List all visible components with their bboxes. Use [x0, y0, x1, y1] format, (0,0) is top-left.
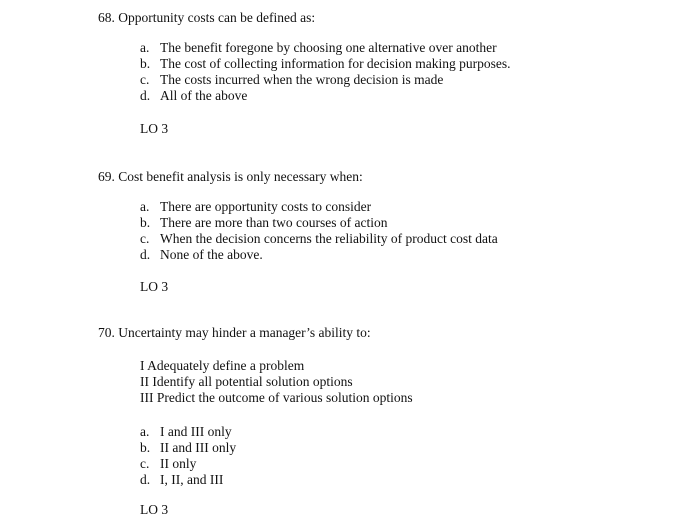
question-68-learning-objective: LO 3	[140, 121, 169, 136]
option-text: I and III only	[160, 424, 232, 439]
question-70-option-c	[140, 456, 196, 472]
option-letter: d.	[140, 472, 151, 487]
option-text: There are more than two courses of action	[160, 215, 388, 230]
option-letter: c.	[140, 72, 150, 87]
option-text: All of the above	[160, 88, 248, 103]
option-letter: d.	[140, 88, 151, 103]
option-letter: b.	[140, 440, 151, 455]
option-text: The costs incurred when the wrong decision is made	[160, 72, 444, 87]
option-letter: c.	[140, 231, 150, 246]
question-70-statement-3: III Predict the outcome of various solution options	[140, 390, 413, 405]
option-text: When the decision concerns the reliability of product cost data	[160, 231, 498, 246]
question-69-option-b	[140, 215, 388, 231]
question-69-option-c	[140, 231, 498, 247]
question-70-stem: 70. Uncertainty may hinder a manager’s ability to:	[98, 325, 371, 340]
option-letter: a.	[140, 199, 150, 214]
option-text: The cost of collecting information for decision making purposes.	[160, 56, 511, 71]
option-text: None of the above.	[160, 247, 263, 262]
option-letter: d.	[140, 247, 151, 262]
option-letter: b.	[140, 215, 151, 230]
option-letter: b.	[140, 56, 151, 71]
question-70-option-b	[140, 440, 236, 456]
question-68-option-d	[140, 88, 247, 104]
option-text: II and III only	[160, 440, 237, 455]
question-69-option-a	[140, 199, 371, 215]
option-text: There are opportunity costs to consider	[160, 199, 372, 214]
option-text: The benefit foregone by choosing one alternative over another	[160, 40, 497, 55]
question-70-statement-1: I Adequately define a problem	[140, 358, 305, 373]
question-70-option-d	[140, 472, 223, 488]
question-70-learning-objective: LO 3	[140, 502, 169, 517]
question-69-option-d	[140, 247, 263, 263]
question-68-option-b	[140, 56, 511, 72]
question-69-learning-objective: LO 3	[140, 279, 169, 294]
option-letter: c.	[140, 456, 150, 471]
option-text: I, II, and III	[160, 472, 224, 487]
question-70-option-a	[140, 424, 232, 440]
question-69-stem: 69. Cost benefit analysis is only necessary when:	[98, 169, 363, 184]
option-letter: a.	[140, 424, 150, 439]
option-text: II only	[160, 456, 197, 471]
question-68-option-c	[140, 72, 443, 88]
question-68-stem: 68. Opportunity costs can be defined as:	[98, 10, 316, 25]
question-70-statement-2: II Identify all potential solution options	[140, 374, 353, 389]
question-68-option-a	[140, 40, 497, 56]
option-letter: a.	[140, 40, 150, 55]
